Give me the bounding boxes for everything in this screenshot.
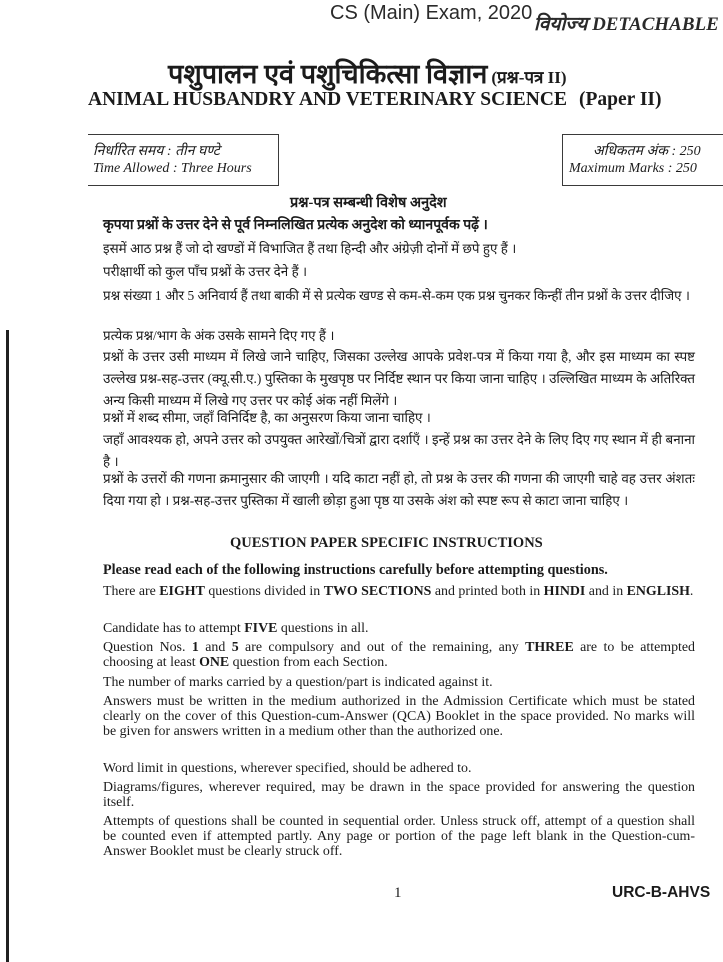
hindi-instruction-3: प्रश्न संख्या 1 और 5 अनिवार्य हैं तथा बाकी में से प्रत्येक खण्ड से कम-से-कम एक प्रश्न चुनकर किन्हीं तीन प्रश्नों के उत्तर दीजिए । (103, 288, 690, 303)
exam-name: CS (Main) Exam, 2020 (330, 2, 533, 24)
english-instruction-5: Answers must be written in the medium authorized in the Admission Certificate which must be stated clearly on the cover of this Question-cum-Answer (QCA) Booklet in the space provided. No marks will be given for answers written in a medium other than the authorized one. (103, 694, 695, 739)
max-marks-box (562, 134, 723, 186)
english-instruction-7: Diagrams/figures, wherever required, may be drawn in the space provided for answering the question itself. (103, 780, 695, 810)
hindi-instruction-4: प्रत्येक प्रश्न/भाग के अंक उसके सामने दिए गए हैं । (103, 328, 335, 343)
english-instruction-8: Attempts of questions shall be counted in sequential order. Unless struck off, attempt of a question shall be counted even if attempted partly. Any page or portion of the page left blank in the Question-cum-Answer Booklet must be clearly struck off. (103, 814, 695, 859)
time-allowed-box (88, 134, 279, 186)
hindi-instruction-8: प्रश्नों के उत्तरों की गणना क्रमानुसार की जाएगी । यदि काटा नहीं हो, तो प्रश्न के उत्तर की गणना की जाएगी चाहे वह उत्तर अंशतः दिया गया हो । प्रश्न-सह-उत्तर पुस्तिका में खाली छोड़ा हुआ पृष्ठ या उसके अंश को स्पष्ट रूप से काटा जाना चाहिए । (103, 471, 695, 508)
hindi-instruction-2: परीक्षार्थी को कुल पाँच प्रश्नों के उत्तर देने हैं । (103, 264, 308, 279)
hindi-instruction-7: जहाँ आवश्यक हो, अपने उत्तर को उपयुक्त आरेखों/चित्रों द्वारा दर्शाएँ । इन्हें प्रश्न का उत्तर देने के लिए दिए गए स्थान में ही बनाना है । (103, 432, 695, 469)
title-english-paper: (Paper II) (578, 89, 662, 110)
max-marks-english: Maximum Marks : 250 (569, 161, 697, 176)
detachable-label (534, 10, 719, 36)
english-instructions-heading: QUESTION PAPER SPECIFIC INSTRUCTIONS (230, 535, 543, 551)
detachable-english: DETACHABLE (592, 14, 719, 35)
english-instruction-6: Word limit in questions, wherever specified, should be adhered to. (103, 761, 472, 776)
max-marks-hindi: अधिकतम अंक : 250 (593, 144, 701, 159)
english-instruction-2: Candidate has to attempt FIVE questions in all. (103, 621, 369, 636)
english-instructions-intro: Please read each of the following instructions carefully before attempting questions. (103, 562, 608, 578)
page-edge-shadow (6, 330, 9, 962)
time-allowed-hindi: निर्धारित समय : तीन घण्टे (93, 144, 220, 159)
hindi-instruction-1: इसमें आठ प्रश्न हैं जो दो खण्डों में विभाजित हैं तथा हिन्दी और अंग्रेज़ी दोनों में छपे हुए हैं । (103, 241, 517, 256)
title-english: ANIMAL HUSBANDRY AND VETERINARY SCIENCE (88, 89, 567, 110)
hindi-instructions-heading: प्रश्न-पत्र सम्बन्धी विशेष अनुदेश (290, 195, 447, 211)
title-hindi-line (168, 54, 567, 91)
english-instruction-3: Question Nos. 1 and 5 are compulsory and out of the remaining, any THREE are to be attempted choosing at least ONE question from each Section. (103, 640, 695, 670)
title-hindi: पशुपालन एवं पशुचिकित्सा विज्ञान (168, 59, 488, 89)
page-number: 1 (394, 885, 402, 901)
hindi-instruction-6: प्रश्नों में शब्द सीमा, जहाँ विनिर्दिष्ट है, का अनुसरण किया जाना चाहिए । (103, 410, 431, 425)
detachable-hindi: वियोज्य (534, 14, 588, 35)
title-hindi-paper: (प्रश्न-पत्र II) (491, 68, 567, 87)
english-instruction-1: There are EIGHT questions divided in TWO SECTIONS and printed both in HINDI and in ENGLISH. (103, 584, 694, 599)
time-allowed-english: Time Allowed : Three Hours (93, 161, 252, 176)
title-english-line (88, 89, 662, 111)
hindi-instruction-5: प्रश्नों के उत्तर उसी माध्यम में लिखे जाने चाहिए, जिसका उल्लेख आपके प्रवेश-पत्र में किया गया है, और इस माध्यम का स्पष्ट उल्लेख प्रश्न-सह-उत्तर (क्यू.सी.ए.) पुस्तिका के मुखपृष्ठ पर निर्दिष्ट स्थान पर किया जाना चाहिए । उल्लिखित माध्यम के अतिरिक्त अन्य किसी माध्यम में लिखे गए उत्तर पर कोई अंक नहीं मिलेंगे । (103, 349, 695, 408)
hindi-instructions-intro: कृपया प्रश्नों के उत्तर देने से पूर्व निम्नलिखित प्रत्येक अनुदेश को ध्यानपूर्वक पढ़ें । (103, 218, 488, 233)
english-instruction-4: The number of marks carried by a question/part is indicated against it. (103, 675, 493, 690)
paper-code: URC-B-AHVS (612, 884, 711, 901)
